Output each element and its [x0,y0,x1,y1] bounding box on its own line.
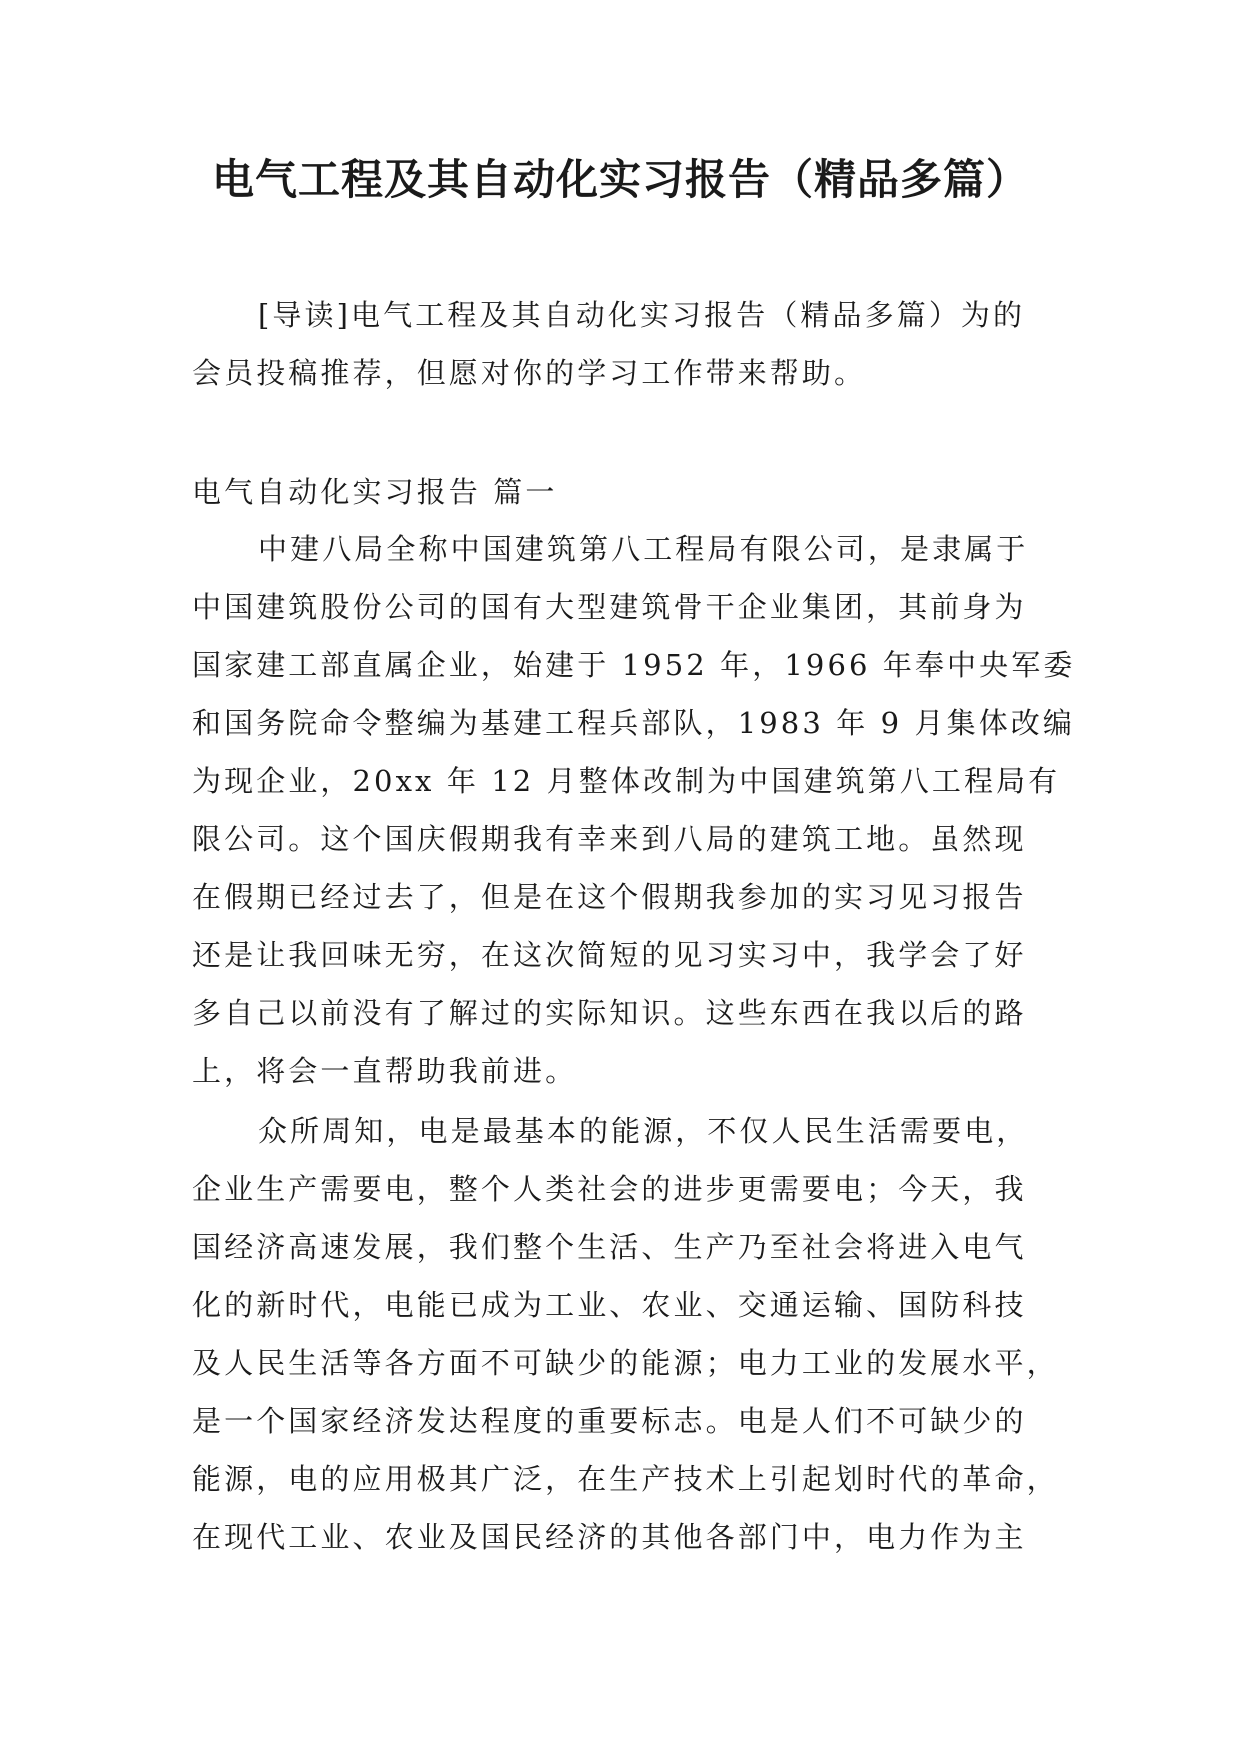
paragraph-1 [192,520,1076,1100]
paragraph-line: 在现代工业、农业及国民经济的其他各部门中，电力作为主 [192,1520,1027,1554]
section-heading-block [192,463,1072,521]
paragraph-line: 为现企业，20xx 年 12 月整体改制为中国建筑第八工程局有 [192,764,1061,798]
paragraph-line: 众所周知，电是最基本的能源，不仅人民生活需要电， [258,1114,1029,1148]
paragraph-line: 多自己以前没有了解过的实际知识。这些东西在我以后的路 [192,996,1027,1030]
paragraph-line: 上，将会一直帮助我前进。 [192,1054,578,1088]
intro-line: [导读]电气工程及其自动化实习报告（精品多篇）为的 [258,298,1026,332]
intro-paragraph [192,286,1072,402]
paragraph-line: 还是让我回味无穷，在这次简短的见习实习中，我学会了好 [192,938,1027,972]
paragraph-line: 及人民生活等各方面不可缺少的能源；电力工业的发展水平， [192,1346,1059,1380]
paragraph-line: 是一个国家经济发达程度的重要标志。电是人们不可缺少的 [192,1404,1027,1438]
paragraph-line: 企业生产需要电，整个人类社会的进步更需要电；今天，我 [192,1172,1027,1206]
paragraph-line: 中建八局全称中国建筑第八工程局有限公司，是隶属于 [258,532,1029,566]
paragraph-line: 化的新时代，电能已成为工业、农业、交通运输、国防科技 [192,1288,1027,1322]
paragraph-line: 国家建工部直属企业，始建于 1952 年，1966 年奉中央军委 [192,648,1076,682]
document-title: 电气工程及其自动化实习报告（精品多篇） [211,155,1029,204]
paragraph-line: 在假期已经过去了，但是在这个假期我参加的实习见习报告 [192,880,1027,914]
paragraph-line: 中国建筑股份公司的国有大型建筑骨干企业集团，其前身为 [192,590,1027,624]
intro-line: 会员投稿推荐，但愿对你的学习工作带来帮助。 [192,356,867,390]
paragraph-2 [192,1102,1072,1566]
paragraph-line: 国经济高速发展，我们整个生活、生产乃至社会将进入电气 [192,1230,1027,1264]
paragraph-line: 和国务院命令整编为基建工程兵部队，1983 年 9 月集体改编 [192,706,1076,740]
paragraph-line: 能源，电的应用极其广泛，在生产技术上引起划时代的革命， [192,1462,1059,1496]
paragraph-line: 限公司。这个国庆假期我有幸来到八局的建筑工地。虽然现 [192,822,1027,856]
section-heading: 电气自动化实习报告 篇一 [192,475,558,509]
